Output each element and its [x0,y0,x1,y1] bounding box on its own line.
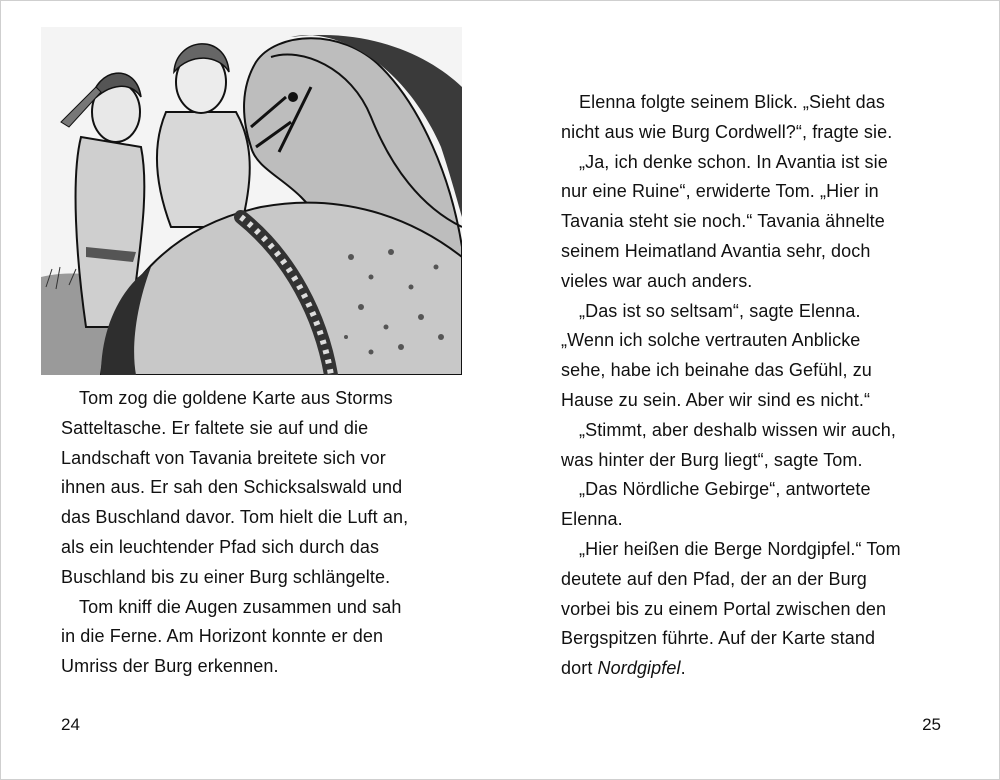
text-line: Bergspitzen führte. Auf der Karte stand [561,628,876,649]
text-line: nicht aus wie Burg Cordwell?“, fragte sie. [561,121,893,142]
text-line: deutete auf den Pfad, der an der Burg [561,568,867,589]
text-line: Hause zu sein. Aber wir sind es nicht.“ [561,389,871,410]
text-fragment: dort [561,658,598,679]
right-paragraph-2 [561,148,971,297]
text-line: „Das ist so seltsam“, sagte Elenna. [579,300,861,321]
right-paragraph-1 [561,88,971,148]
text-line: Elenna folgte seinem Blick. „Sieht das [579,92,885,112]
text-line: sehe, habe ich beinahe das Gefühl, zu [561,360,872,381]
text-line: nur eine Ruine“, erwiderte Tom. „Hier in [561,181,879,202]
text-line: das Buschland davor. Tom hielt die Luft an, [61,507,409,528]
right-page-text [561,88,971,684]
page-number-left: 24 [61,715,80,734]
right-paragraph-6 [561,535,971,684]
illustration-drawing [41,27,462,375]
text-line-last [561,654,971,684]
right-paragraph-4 [561,416,971,476]
right-paragraph-5 [561,475,971,535]
text-line: Umriss der Burg erkennen. [61,656,279,677]
left-page [1,1,501,779]
text-line: Tom kniff die Augen zusammen und sah [79,596,402,617]
text-line: vieles war auch anders. [561,270,753,291]
left-paragraph-1 [61,384,461,593]
page-number-right: 25 [922,715,941,734]
illustration [41,27,462,375]
text-line: ihnen aus. Er sah den Schicksalswald und [61,477,403,498]
text-line: „Ja, ich denke schon. In Avantia ist sie [579,151,888,172]
left-paragraph-2 [61,593,461,682]
text-line: vorbei bis zu einem Portal zwischen den [561,598,887,619]
right-paragraph-3 [561,297,971,416]
text-line: „Stimmt, aber deshalb wissen wir auch, [579,419,896,440]
text-line: in die Ferne. Am Horizont konnte er den [61,626,384,647]
text-fragment: . [680,658,686,679]
text-line: Tavania steht sie noch.“ Tavania ähnelte [561,211,885,232]
text-line: Satteltasche. Er faltete sie auf und die [61,417,369,438]
text-line: seinem Heimatland Avantia sehr, doch [561,240,871,261]
left-page-text [61,384,461,682]
text-line: „Hier heißen die Berge Nordgipfel.“ Tom [579,538,901,559]
italic-place-name: Nordgipfel [597,658,681,679]
text-line: „Das Nördliche Gebirge“, antwortete [579,479,871,500]
text-line: Tom zog die goldene Karte aus Storms [79,388,393,408]
text-line: was hinter der Burg liegt“, sagte Tom. [561,449,863,470]
text-line: „Wenn ich solche vertrauten Anblicke [561,330,861,351]
text-line: als ein leuchtender Pfad sich durch das [61,536,380,557]
text-line: Buschland bis zu einer Burg schlängelte. [61,566,391,587]
right-page [501,1,999,779]
text-line: Elenna. [561,509,623,530]
text-line: Landschaft von Tavania breitete sich vor [61,447,386,468]
